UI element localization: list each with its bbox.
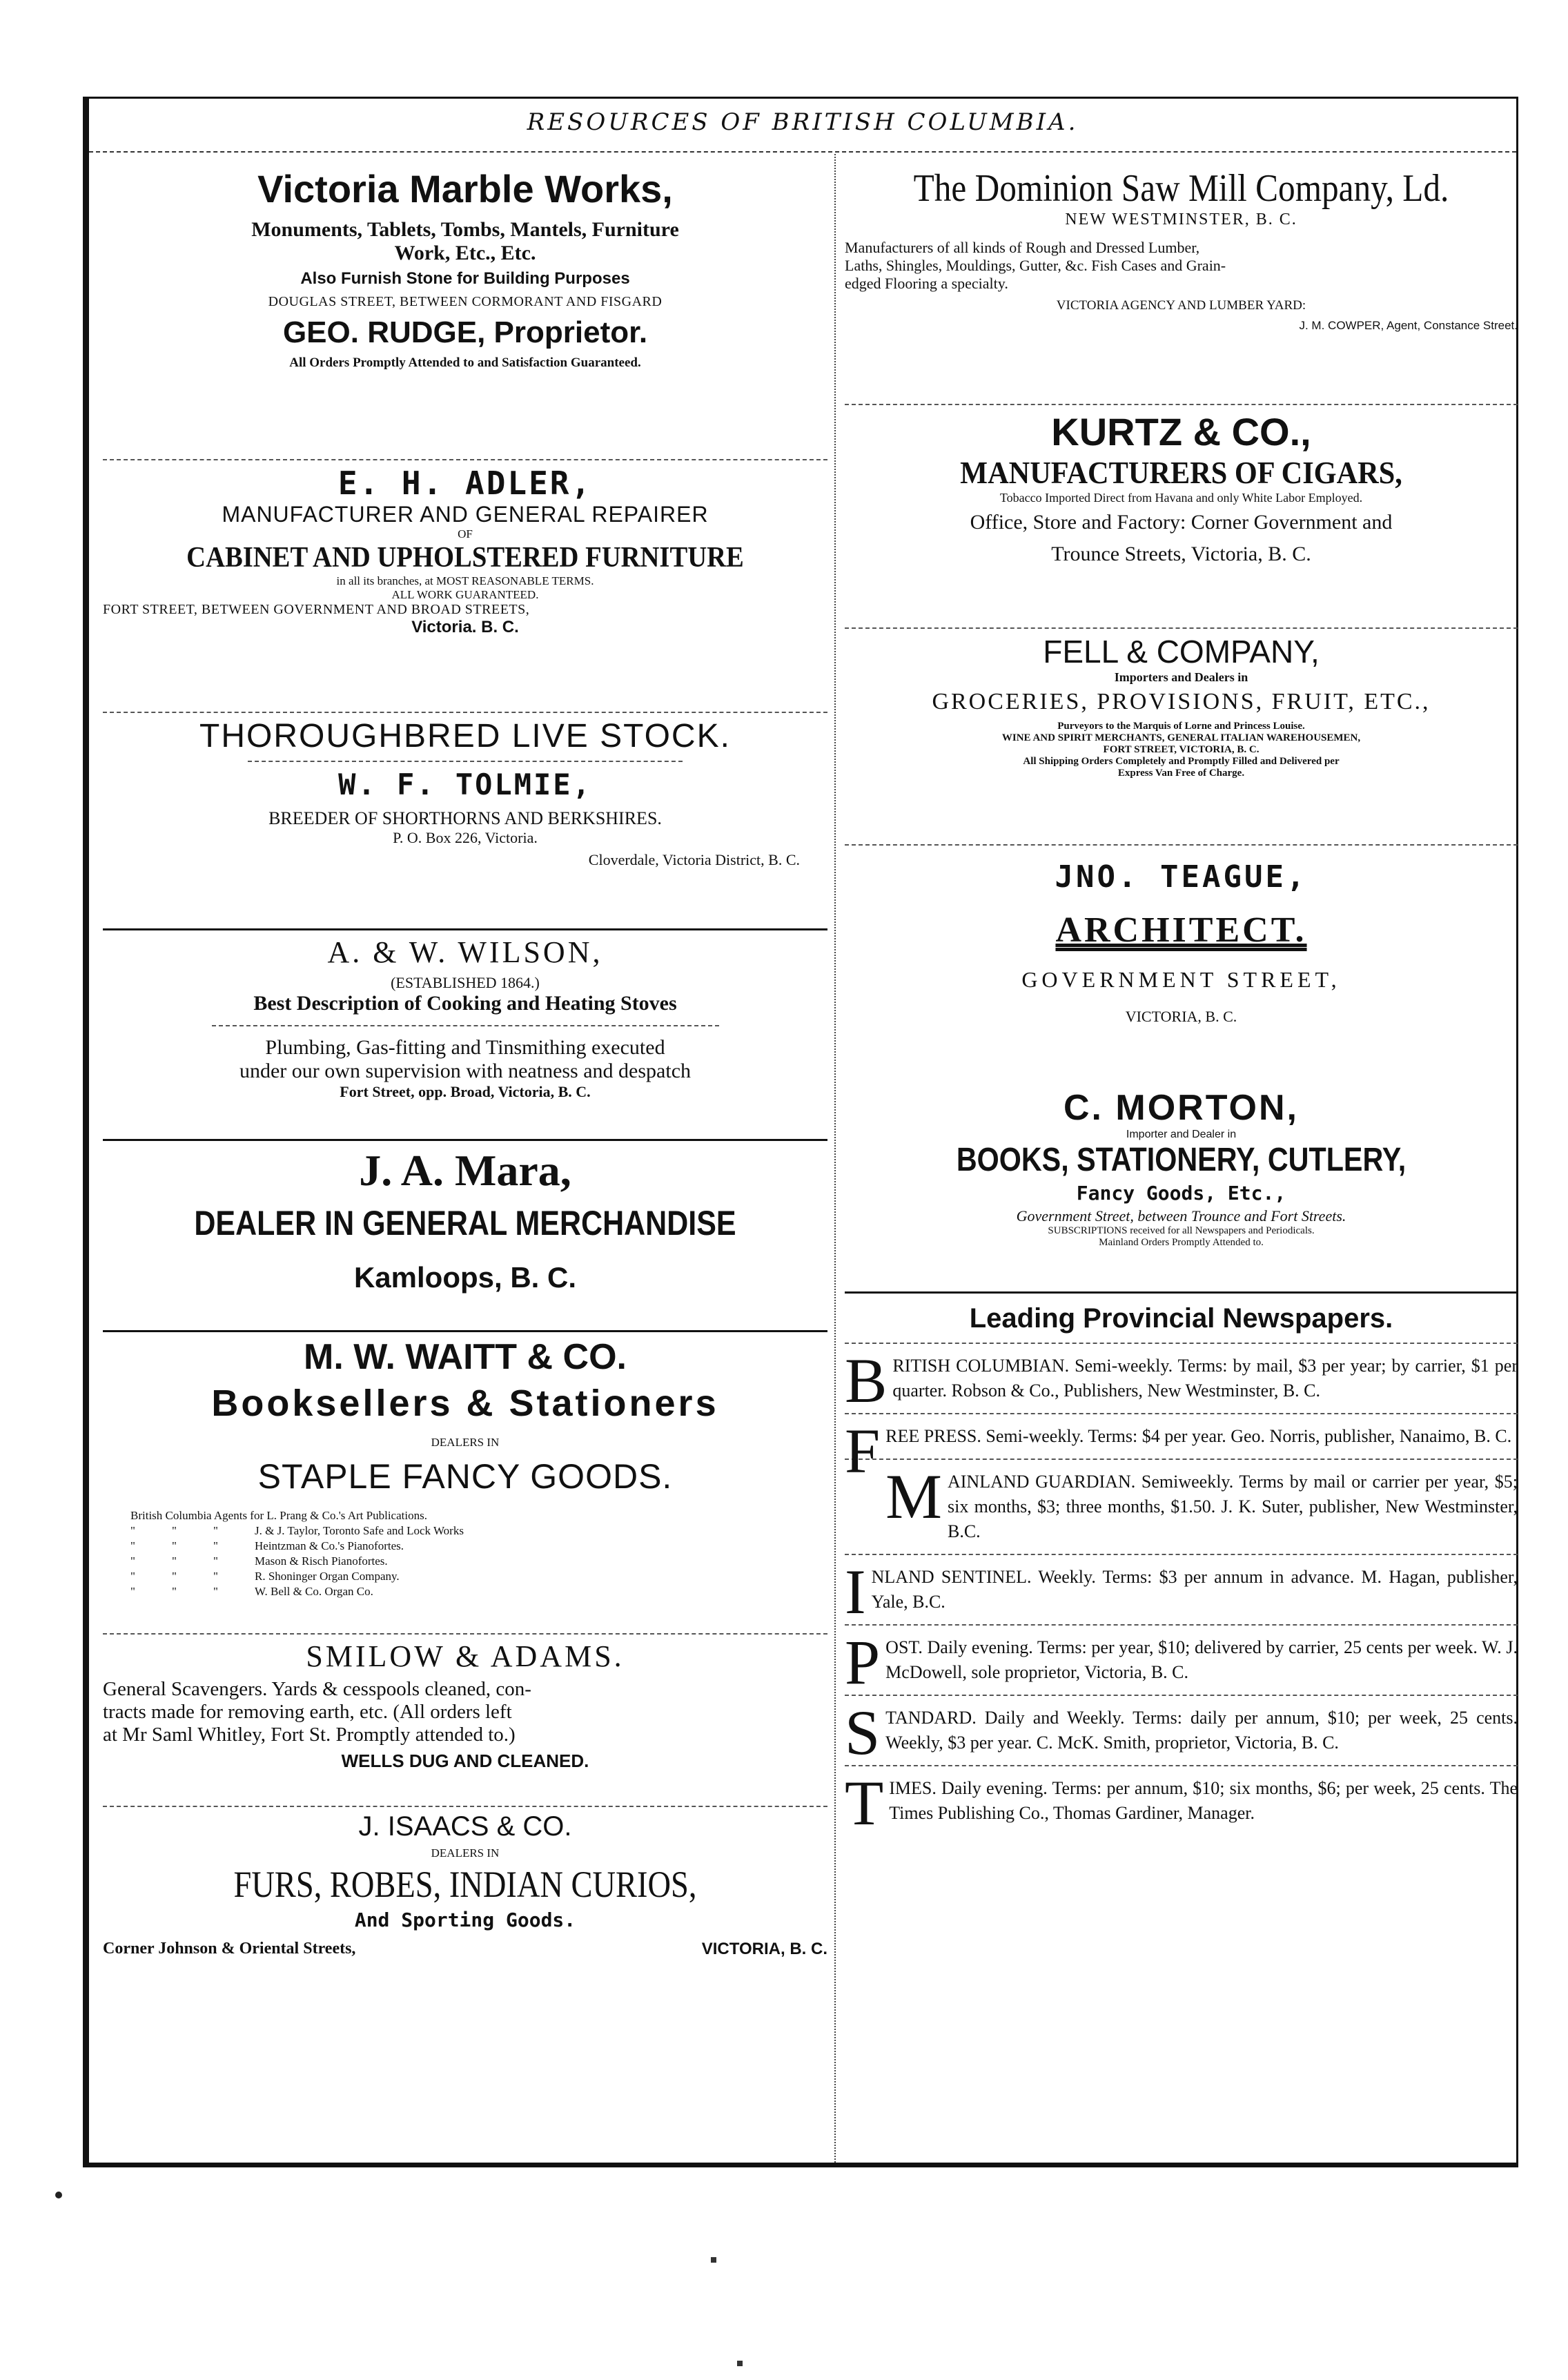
head-rule: [89, 151, 1516, 153]
ad-line: Cloverdale, Victoria District, B. C.: [588, 851, 800, 868]
ad-morton: [845, 1087, 1518, 1287]
ad-line: Office, Store and Factory: Corner Government and: [970, 511, 1393, 534]
separator: [845, 1459, 1518, 1460]
ad-line: General Scavengers. Yards & cesspools cleaned, con-: [103, 1678, 531, 1700]
separator: [103, 459, 827, 460]
ad-line: FORT STREET, VICTORIA, B. C.: [1103, 744, 1260, 755]
ad-victoria-marble-works: [103, 166, 827, 455]
ad-title: Victoria Marble Works,: [257, 167, 673, 211]
list-item: " " " Mason & Risch Pianofortes.: [130, 1554, 388, 1568]
left-column: [103, 161, 827, 1991]
ad-line: in all its branches, at MOST REASONABLE TERMS.: [336, 574, 594, 587]
ad-line: VICTORIA AGENCY AND LUMBER YARD:: [1056, 298, 1306, 313]
ad-line: (ESTABLISHED 1864.): [391, 974, 540, 991]
ad-line: Mainland Orders Promptly Attended to.: [1099, 1237, 1264, 1248]
list-item: [130, 1509, 827, 1523]
agent-entry: Mason & Risch Pianofortes.: [255, 1554, 388, 1568]
ad-line: at Mr Saml Whitley, Fort St. Promptly attended to.): [103, 1724, 516, 1746]
separator: [103, 1139, 827, 1141]
ad-line: under our own supervision with neatness and despatch: [239, 1060, 692, 1082]
entry-text: OST. Daily evening. Terms: per year, $10; delivered by carrier, 25 cents per week. W. J. McDowell, sole proprietor, Victoria, B. C.: [885, 1637, 1518, 1682]
ad-line: DEALERS IN: [431, 1436, 500, 1449]
ad-line: WINE AND SPIRIT MERCHANTS, GENERAL ITALIAN WAREHOUSEMEN,: [1001, 732, 1361, 743]
ad-line: J. M. COWPER, Agent, Constance Street.: [1299, 319, 1518, 332]
newspaper-entry: [845, 1768, 1518, 1838]
ad-heading: THOROUGHBRED LIVE STOCK.: [199, 718, 731, 754]
drop-cap: P: [845, 1627, 881, 1697]
ad-line: ALL WORK GUARANTEED.: [391, 588, 539, 601]
ad-line: VICTORIA, B. C.: [1125, 1008, 1237, 1025]
separator: [103, 1330, 827, 1332]
list-item: " " " R. Shoninger Organ Company.: [130, 1570, 400, 1583]
ad-line: MANUFACTURERS OF CIGARS,: [960, 455, 1402, 490]
separator: [845, 404, 1518, 405]
ad-line: BREEDER OF SHORTHORNS AND BERKSHIRES.: [268, 808, 662, 828]
ad-line: DOUGLAS STREET, BETWEEN CORMORANT AND FISGARD: [268, 294, 663, 309]
entry-text: TANDARD. Daily and Weekly. Terms: daily per annum, $10; per week, 25 cents. Weekly, $3 per year. C. McK. Smith, proprietor, Victoria, B. C.: [885, 1708, 1518, 1753]
ad-waitt: [103, 1336, 827, 1629]
ad-line: GROCERIES, PROVISIONS, FRUIT, ETC.,: [932, 689, 1431, 714]
ink-speck: [711, 2257, 716, 2263]
column-divider: [834, 154, 836, 2163]
ad-title: E. H. ADLER,: [337, 465, 593, 502]
ad-line: Tobacco Imported Direct from Havana and only White Labor Employed.: [999, 491, 1363, 505]
ad-line: SUBSCRIPTIONS received for all Newspapers and Periodicals.: [1048, 1225, 1315, 1236]
ad-line: DEALER IN GENERAL MERCHANDISE: [194, 1204, 736, 1242]
ad-fell-company: [845, 633, 1518, 840]
separator: [845, 1695, 1518, 1696]
agent-entry: J. & J. Taylor, Toronto Safe and Lock Works: [255, 1524, 464, 1537]
separator: [845, 1343, 1518, 1344]
ad-line: FURS, ROBES, INDIAN CURIOS,: [233, 1864, 697, 1905]
ad-line: ARCHITECT.: [1055, 910, 1307, 950]
drop-cap: I: [845, 1557, 866, 1627]
ad-line: CABINET AND UPHOLSTERED FURNITURE: [186, 542, 744, 574]
running-head: RESOURCES OF BRITISH COLUMBIA.: [527, 108, 1079, 136]
list-item: " " " Heintzman & Co.'s Pianofortes.: [130, 1539, 404, 1552]
ad-line: Trounce Streets, Victoria, B. C.: [1051, 543, 1311, 565]
margin-bullet-mark: [55, 2192, 62, 2198]
separator: [103, 1633, 827, 1635]
ad-wilson: [103, 935, 827, 1135]
ad-title: J. A. Mara,: [359, 1146, 571, 1195]
ad-line: Purveyors to the Marquis of Lorne and Princess Louise.: [1057, 721, 1305, 732]
ad-line: Victoria. B. C.: [411, 618, 519, 636]
ad-title: JNO. TEAGUE,: [1055, 859, 1308, 895]
address-row: [103, 1940, 827, 1959]
ad-proprietor: GEO. RUDGE, Proprietor.: [282, 315, 648, 349]
separator: [248, 761, 683, 762]
entry-text: NLAND SENTINEL. Weekly. Terms: $3 per annum in advance. M. Hagan, publisher, Yale, B.C.: [871, 1567, 1518, 1612]
newspapers-section: [845, 1303, 1518, 1838]
newspaper-entry: [845, 1557, 1518, 1627]
drop-cap: S: [845, 1697, 881, 1768]
entry-text: REE PRESS. Semi-weekly. Terms: $4 per year. Geo. Norris, publisher, Nanaimo, B. C.: [885, 1426, 1512, 1446]
list-item: " " " W. Bell & Co. Organ Co.: [130, 1585, 373, 1598]
ad-line: BOOKS, STATIONERY, CUTLERY,: [956, 1142, 1407, 1178]
separator: [845, 1291, 1518, 1294]
entry-text: AINLAND GUARDIAN. Semiweekly. Terms by mail or carrier per year, $5; six months, $3; three months, $1.50. J. K. Suter, publisher, New Westminster, B.C.: [947, 1472, 1518, 1541]
ad-line: Express Van Free of Charge.: [1117, 768, 1245, 779]
ad-line: MANUFACTURER AND GENERAL REPAIRER: [222, 502, 709, 527]
separator: [103, 1806, 827, 1807]
ad-line: And Sporting Goods.: [354, 1909, 576, 1931]
separator: [845, 627, 1518, 629]
separator: [212, 1025, 719, 1026]
separator: [845, 844, 1518, 846]
ad-title: A. & W. WILSON,: [327, 935, 603, 969]
ad-line: edged Flooring a specialty.: [845, 275, 1008, 292]
ad-line: OF: [458, 527, 473, 540]
ad-line: All Orders Promptly Attended to and Satisfaction Guaranteed.: [289, 355, 641, 370]
ad-line: Also Furnish Stone for Building Purposes: [300, 269, 630, 288]
entry-text: RITISH COLUMBIAN. Semi-weekly. Terms: by mail, $3 per year; by carrier, $1 per quarter. Robson & Co., Publishers, New Westminster, B. C.: [892, 1356, 1518, 1401]
ad-adler: [103, 465, 827, 708]
right-column: [845, 161, 1518, 1838]
ad-title: KURTZ & CO.,: [1051, 410, 1311, 453]
ad-line: P. O. Box 226, Victoria.: [393, 829, 538, 846]
ad-line: FORT STREET, BETWEEN GOVERNMENT AND BROAD STREETS,: [103, 602, 530, 617]
entry-text: IMES. Daily evening. Terms: per annum, $10; six months, $6; per week, 25 cents. The Times Publishing Co., Thomas Gardiner, Manager.: [889, 1778, 1518, 1823]
agent-entry: Heintzman & Co.'s Pianofortes.: [255, 1539, 404, 1552]
drop-cap: F: [845, 1416, 881, 1486]
ad-line: Government Street, between Trounce and Fort Streets.: [1016, 1207, 1346, 1225]
page-frame: [83, 97, 1518, 2167]
agents-list: [103, 1509, 827, 1599]
ad-line: All Shipping Orders Completely and Promptly Filled and Delivered per: [1023, 756, 1340, 767]
ad-line: NEW WESTMINSTER, B. C.: [1065, 211, 1297, 228]
newspaper-entry: [845, 1627, 1518, 1697]
newspaper-entry: [845, 1345, 1518, 1416]
ad-line: WELLS DUG AND CLEANED.: [341, 1750, 589, 1771]
newspaper-entry: [845, 1697, 1518, 1768]
drop-cap: T: [845, 1768, 884, 1838]
ad-line: STAPLE FANCY GOODS.: [257, 1457, 673, 1496]
ad-kurtz: [845, 409, 1518, 623]
ad-title: FELL & COMPANY,: [1043, 634, 1320, 670]
separator: [845, 1765, 1518, 1766]
ad-title: SMILOW & ADAMS.: [306, 1639, 625, 1673]
separator: [103, 928, 827, 930]
ad-line: Laths, Shingles, Mouldings, Gutter, &c. Fish Cases and Grain-: [845, 257, 1226, 274]
ad-line: Best Description of Cooking and Heating Stoves: [253, 992, 677, 1015]
ad-line: tracts made for removing earth, etc. (All orders left: [103, 1701, 512, 1723]
drop-cap: B: [845, 1345, 888, 1416]
ad-title: J. ISAACS & CO.: [358, 1811, 572, 1842]
ad-line: Booksellers & Stationers: [211, 1383, 719, 1424]
address-left: Corner Johnson & Oriental Streets,: [103, 1940, 356, 1958]
ink-speck: [737, 2361, 743, 2366]
section-heading: Leading Provincial Newspapers.: [969, 1303, 1393, 1334]
ad-title: C. MORTON,: [1063, 1088, 1300, 1128]
ad-teague: [845, 859, 1518, 1087]
agent-entry: L. Prang & Co.'s Art Publications.: [266, 1509, 427, 1522]
ad-line: Importer and Dealer in: [1126, 1129, 1237, 1140]
separator: [845, 1624, 1518, 1626]
address-right: VICTORIA, B. C.: [701, 1940, 827, 1958]
ad-title: M. W. WAITT & CO.: [304, 1337, 627, 1377]
drop-cap: M: [885, 1461, 942, 1532]
ad-line: Plumbing, Gas-fitting and Tinsmithing executed: [265, 1036, 665, 1059]
separator: [845, 1413, 1518, 1414]
newspaper-entry: [845, 1461, 1518, 1544]
ad-tolmie: [103, 717, 827, 924]
ad-line: DEALERS IN: [431, 1846, 500, 1860]
separator: [845, 1554, 1518, 1555]
ad-line: Fancy Goods, Etc.,: [1076, 1182, 1286, 1204]
ad-line: Fort Street, opp. Broad, Victoria, B. C.: [340, 1083, 591, 1100]
ad-line: Kamloops, B. C.: [353, 1261, 577, 1294]
ad-line: Manufacturers of all kinds of Rough and Dressed Lumber,: [845, 239, 1200, 256]
ad-smilow-adams: [103, 1639, 827, 1802]
ad-mara: [103, 1145, 827, 1326]
agent-entry: R. Shoninger Organ Company.: [255, 1570, 400, 1583]
ad-isaacs: [103, 1811, 827, 1991]
ad-line: Work, Etc., Etc.: [394, 242, 536, 264]
ad-line: Monuments, Tablets, Tombs, Mantels, Furniture: [251, 218, 679, 241]
separator: [103, 712, 827, 713]
ad-dominion-saw-mill: [845, 166, 1518, 400]
newspaper-entry: [845, 1416, 1518, 1486]
agents-prefix: British Columbia Agents for: [130, 1509, 264, 1522]
ad-line: GOVERNMENT STREET,: [1021, 967, 1341, 992]
agent-entry: W. Bell & Co. Organ Co.: [255, 1585, 373, 1598]
list-item: " " " J. & J. Taylor, Toronto Safe and Lock Works: [130, 1524, 464, 1537]
ad-title: The Dominion Saw Mill Company, Ld.: [913, 167, 1449, 210]
ad-line: Importers and Dealers in: [1114, 670, 1248, 684]
ad-title: W. F. TOLMIE,: [338, 768, 592, 801]
